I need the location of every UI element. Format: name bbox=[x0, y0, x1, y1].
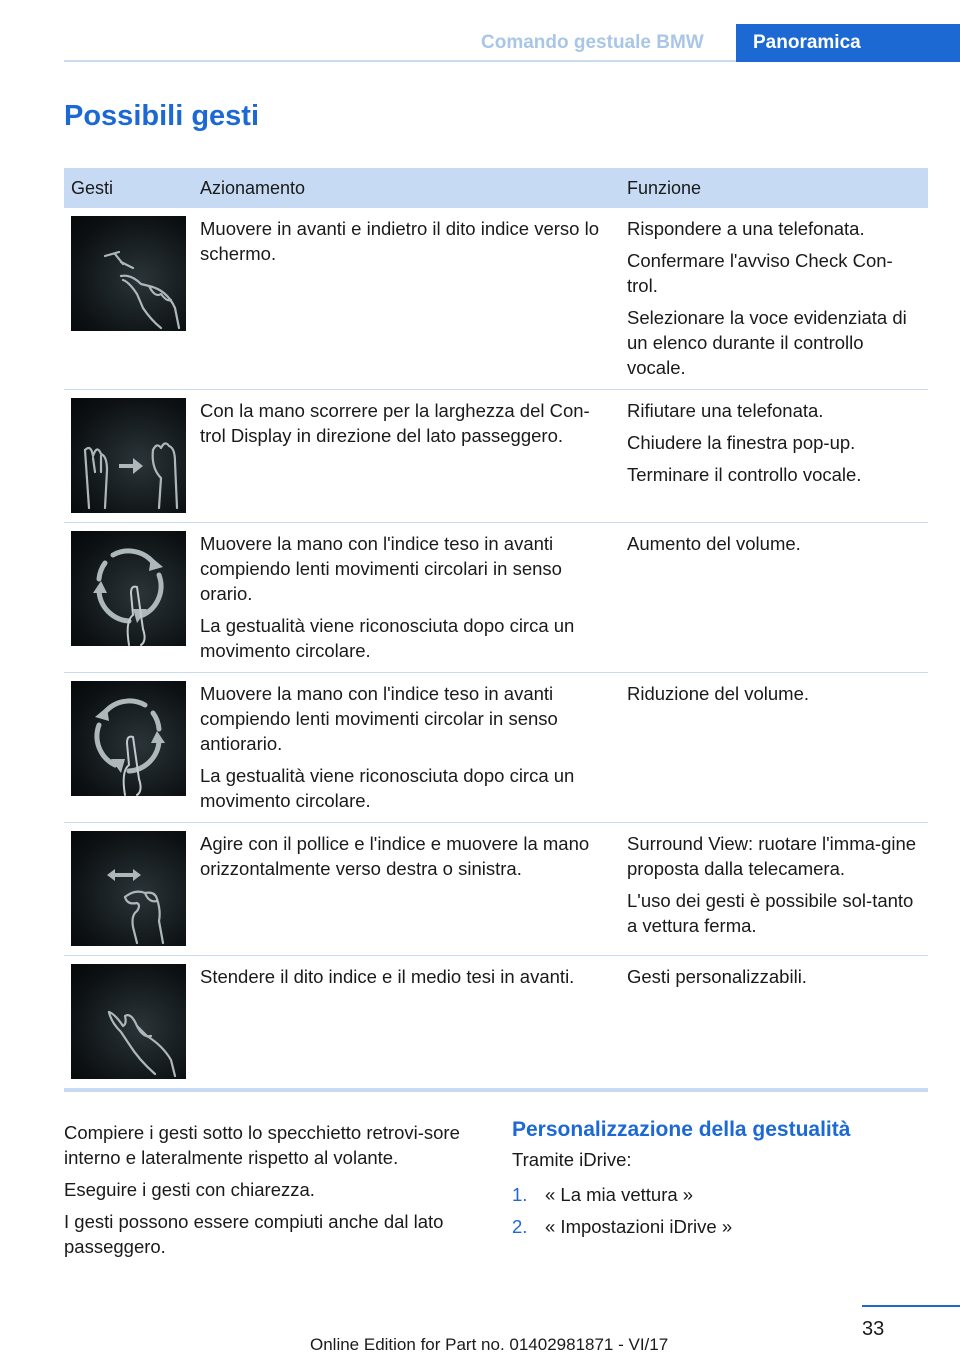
actuation-cell: Muovere la mano con l'indice teso in avanti compiendo lenti movimenti circolari in senso orario. La gestualità viene riconosciuta dopo circa un movimento circolare. bbox=[193, 523, 620, 673]
page-number: 33 bbox=[862, 1318, 885, 1340]
actuation-cell: Muovere in avanti e indietro il dito indice verso lo schermo. bbox=[193, 208, 620, 390]
circle-counterclockwise-icon bbox=[71, 681, 186, 796]
hand-swipe-icon bbox=[71, 398, 186, 513]
list-item bbox=[512, 1214, 928, 1239]
gestures-table bbox=[64, 168, 928, 1092]
table-header-row bbox=[64, 168, 928, 208]
footer-edition: Online Edition for Part no. 01402981871 - VI/17 bbox=[310, 1335, 669, 1354]
actuation-cell: Agire con il pollice e l'indice e muovere la mano orizzontalmente verso destra o sinistra. bbox=[193, 823, 620, 956]
note-paragraph: Eseguire i gesti con chiarezza. bbox=[64, 1179, 315, 1200]
function-cell: Surround View: ruotare l'imma-gine proposta dalla telecamera. L'uso dei gesti è possibile sol-tanto a vettura ferma. bbox=[620, 823, 928, 956]
note-paragraph: I gesti possono essere compiuti anche dal lato passeggero. bbox=[64, 1211, 444, 1257]
step-text: « La mia vettura » bbox=[545, 1184, 694, 1205]
list-item bbox=[512, 1182, 928, 1207]
section-intro: Tramite iDrive: bbox=[512, 1149, 632, 1170]
page-title: Possibili gesti bbox=[64, 100, 259, 132]
function-cell: Rifiutare una telefonata. Chiudere la finestra pop-up. Terminare il controllo vocale. bbox=[620, 390, 928, 523]
step-number: 1. bbox=[512, 1184, 528, 1205]
actuation-cell: Stendere il dito indice e il medio tesi in avanti. bbox=[193, 956, 620, 1091]
actuation-cell: Con la mano scorrere per la larghezza del Con-trol Display in direzione del lato passeggero. bbox=[193, 390, 620, 523]
table-row bbox=[64, 673, 928, 823]
table-row bbox=[64, 956, 928, 1091]
customization-section bbox=[512, 1118, 928, 1246]
column-header-funzione: Funzione bbox=[620, 168, 928, 208]
footer-rule bbox=[862, 1305, 960, 1307]
usage-notes bbox=[64, 1120, 480, 1266]
table-row bbox=[64, 823, 928, 956]
function-cell: Aumento del volume. bbox=[620, 523, 928, 673]
circle-clockwise-icon bbox=[71, 531, 186, 646]
steps-list bbox=[512, 1182, 928, 1239]
function-cell: Rispondere a una telefonata. Confermare l'avviso Check Con-trol. Selezionare la voce evidenziata di un elenco durante il controllo vocale. bbox=[620, 208, 928, 390]
pinch-swipe-icon bbox=[71, 831, 186, 946]
function-cell: Gesti personalizzabili. bbox=[620, 956, 928, 1091]
index-finger-point-icon bbox=[71, 216, 186, 331]
two-finger-point-icon bbox=[71, 964, 186, 1079]
table-row bbox=[64, 523, 928, 673]
breadcrumb[interactable]: Comando gestuale BMW bbox=[481, 32, 704, 53]
step-number: 2. bbox=[512, 1216, 528, 1237]
note-paragraph: Compiere i gesti sotto lo specchietto retrovi-sore interno e lateralmente rispetto al volante. bbox=[64, 1122, 460, 1168]
table-row bbox=[64, 390, 928, 523]
column-header-gesti: Gesti bbox=[64, 168, 193, 208]
section-title: Personalizzazione della gestualità bbox=[512, 1118, 851, 1141]
tab-panoramica[interactable]: Panoramica bbox=[736, 24, 960, 62]
table-row bbox=[64, 208, 928, 390]
column-header-azionamento: Azionamento bbox=[193, 168, 620, 208]
step-text: « Impostazioni iDrive » bbox=[545, 1216, 733, 1237]
function-cell: Riduzione del volume. bbox=[620, 673, 928, 823]
actuation-cell: Muovere la mano con l'indice teso in avanti compiendo lenti movimenti circolar in senso antiorario. La gestualità viene riconosciuta dopo circa un movimento circolare. bbox=[193, 673, 620, 823]
